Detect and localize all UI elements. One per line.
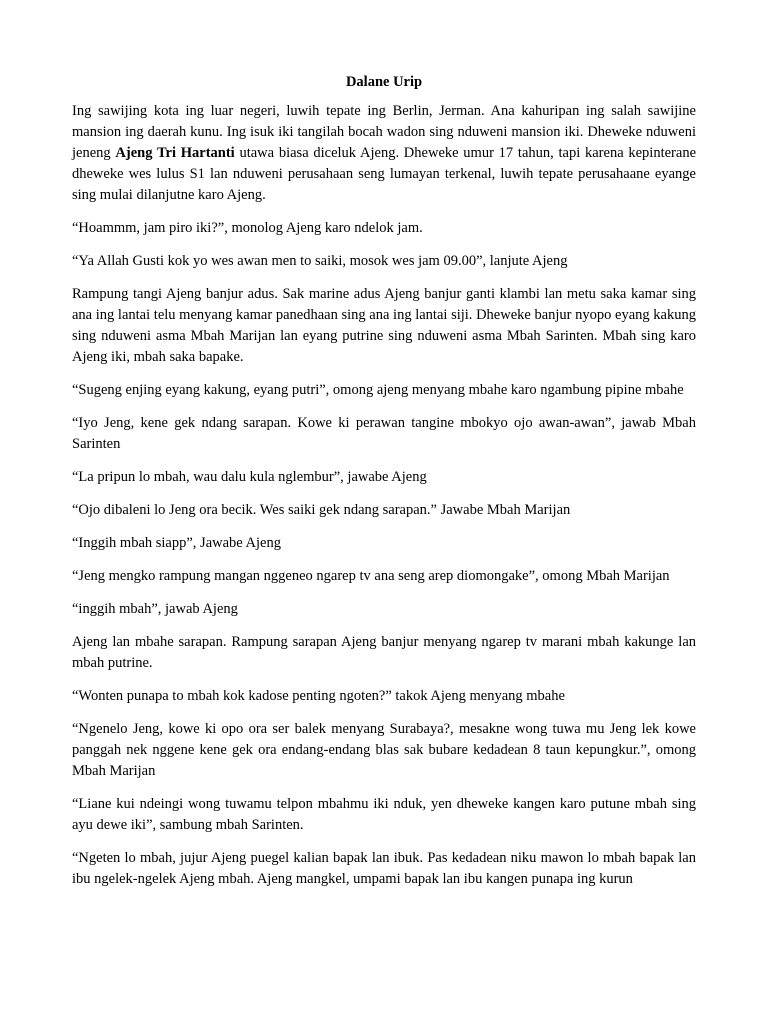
paragraph: “Inggih mbah siapp”, Jawabe Ajeng <box>72 535 281 551</box>
intro-text-before-name: Ing sawijing kota ing luar negeri, luwih tepate ing Berlin, Jerman. Ana kahuripan ing salah sawijine mansion ing daerah kunu. Ing isuk iki tangilah bocah wadon sing nduweni mansion iki. Dheweke nduweni jeneng <box>72 103 696 161</box>
paragraph: “Ojo dibaleni lo Jeng ora becik. Wes saiki gek ndang sarapan.” Jawabe Mbah Marijan <box>72 502 571 518</box>
paragraph: Rampung tangi Ajeng banjur adus. Sak marine adus Ajeng banjur ganti klambi lan metu saka kamar sing ana ing lantai telu menyang kamar panedhaan sing ana ing lantai siji. Dheweke banjur nyopo eyang kakung sing nduweni asma Mbah Marijan lan eyang putrine sing nduweni asma Mbah Sarinten. Mbah sing karo Ajeng iki, mbah saka bapake. <box>72 286 696 365</box>
paragraph: “Ya Allah Gusti kok yo wes awan men to saiki, mosok wes jam 09.00”, lanjute Ajeng <box>72 253 568 269</box>
paragraph: “Ngeten lo mbah, jujur Ajeng puegel kalian bapak lan ibuk. Pas kedadean niku mawon lo mbah bapak lan ibu ngelek-ngelek Ajeng mbah. Ajeng mangkel, umpami bapak lan ibu kangen punapa ing kurun <box>72 850 696 887</box>
paragraph: “Jeng mengko rampung mangan nggeneo ngarep tv ana seng arep diomongake”, omong Mbah Marijan <box>72 568 670 584</box>
paragraph: “Liane kui ndeingi wong tuwamu telpon mbahmu iki nduk, yen dheweke kangen karo putune mbah sing ayu dewe iki”, sambung mbah Sarinten. <box>72 796 696 833</box>
paragraph: “Sugeng enjing eyang kakung, eyang putri”, omong ajeng menyang mbahe karo ngambung pipine mbahe <box>72 382 684 398</box>
paragraph: “La pripun lo mbah, wau dalu kula nglembur”, jawabe Ajeng <box>72 469 427 485</box>
document-title: Dalane Urip <box>345 74 423 90</box>
paragraph: “Hoammm, jam piro iki?”, monolog Ajeng karo ndelok jam. <box>72 220 423 236</box>
intro-paragraph <box>72 101 696 206</box>
character-name: Ajeng Tri Hartanti <box>115 145 235 161</box>
paragraph: “Iyo Jeng, kene gek ndang sarapan. Kowe ki perawan tangine mbokyo ojo awan-awan”, jawab Mbah Sarinten <box>72 415 696 452</box>
paragraph: Ajeng lan mbahe sarapan. Rampung sarapan Ajeng banjur menyang ngarep tv marani mbah kakunge lan mbah putrine. <box>72 634 696 671</box>
paragraph: “Ngenelo Jeng, kowe ki opo ora ser balek menyang Surabaya?, mesakne wong tuwa mu Jeng lek kowe panggah nek nggene kene gek ora endang-endang blas sak bubare kedadean 8 taun kepungkur.”, omong Mbah Marijan <box>72 721 696 779</box>
document-body <box>72 72 696 902</box>
intro-text-after-name: utawa biasa diceluk Ajeng. Dheweke umur 17 tahun, tapi karena kepinterane dheweke wes lulus S1 lan nduweni perusahaan seng lumayan terkenal, luwih tepate perusahaane eyange sing mulai dilanjutne karo Ajeng. <box>72 145 697 203</box>
paragraph: “inggih mbah”, jawab Ajeng <box>72 601 238 617</box>
paragraph: “Wonten punapa to mbah kok kadose penting ngoten?” takok Ajeng menyang mbahe <box>72 688 565 704</box>
